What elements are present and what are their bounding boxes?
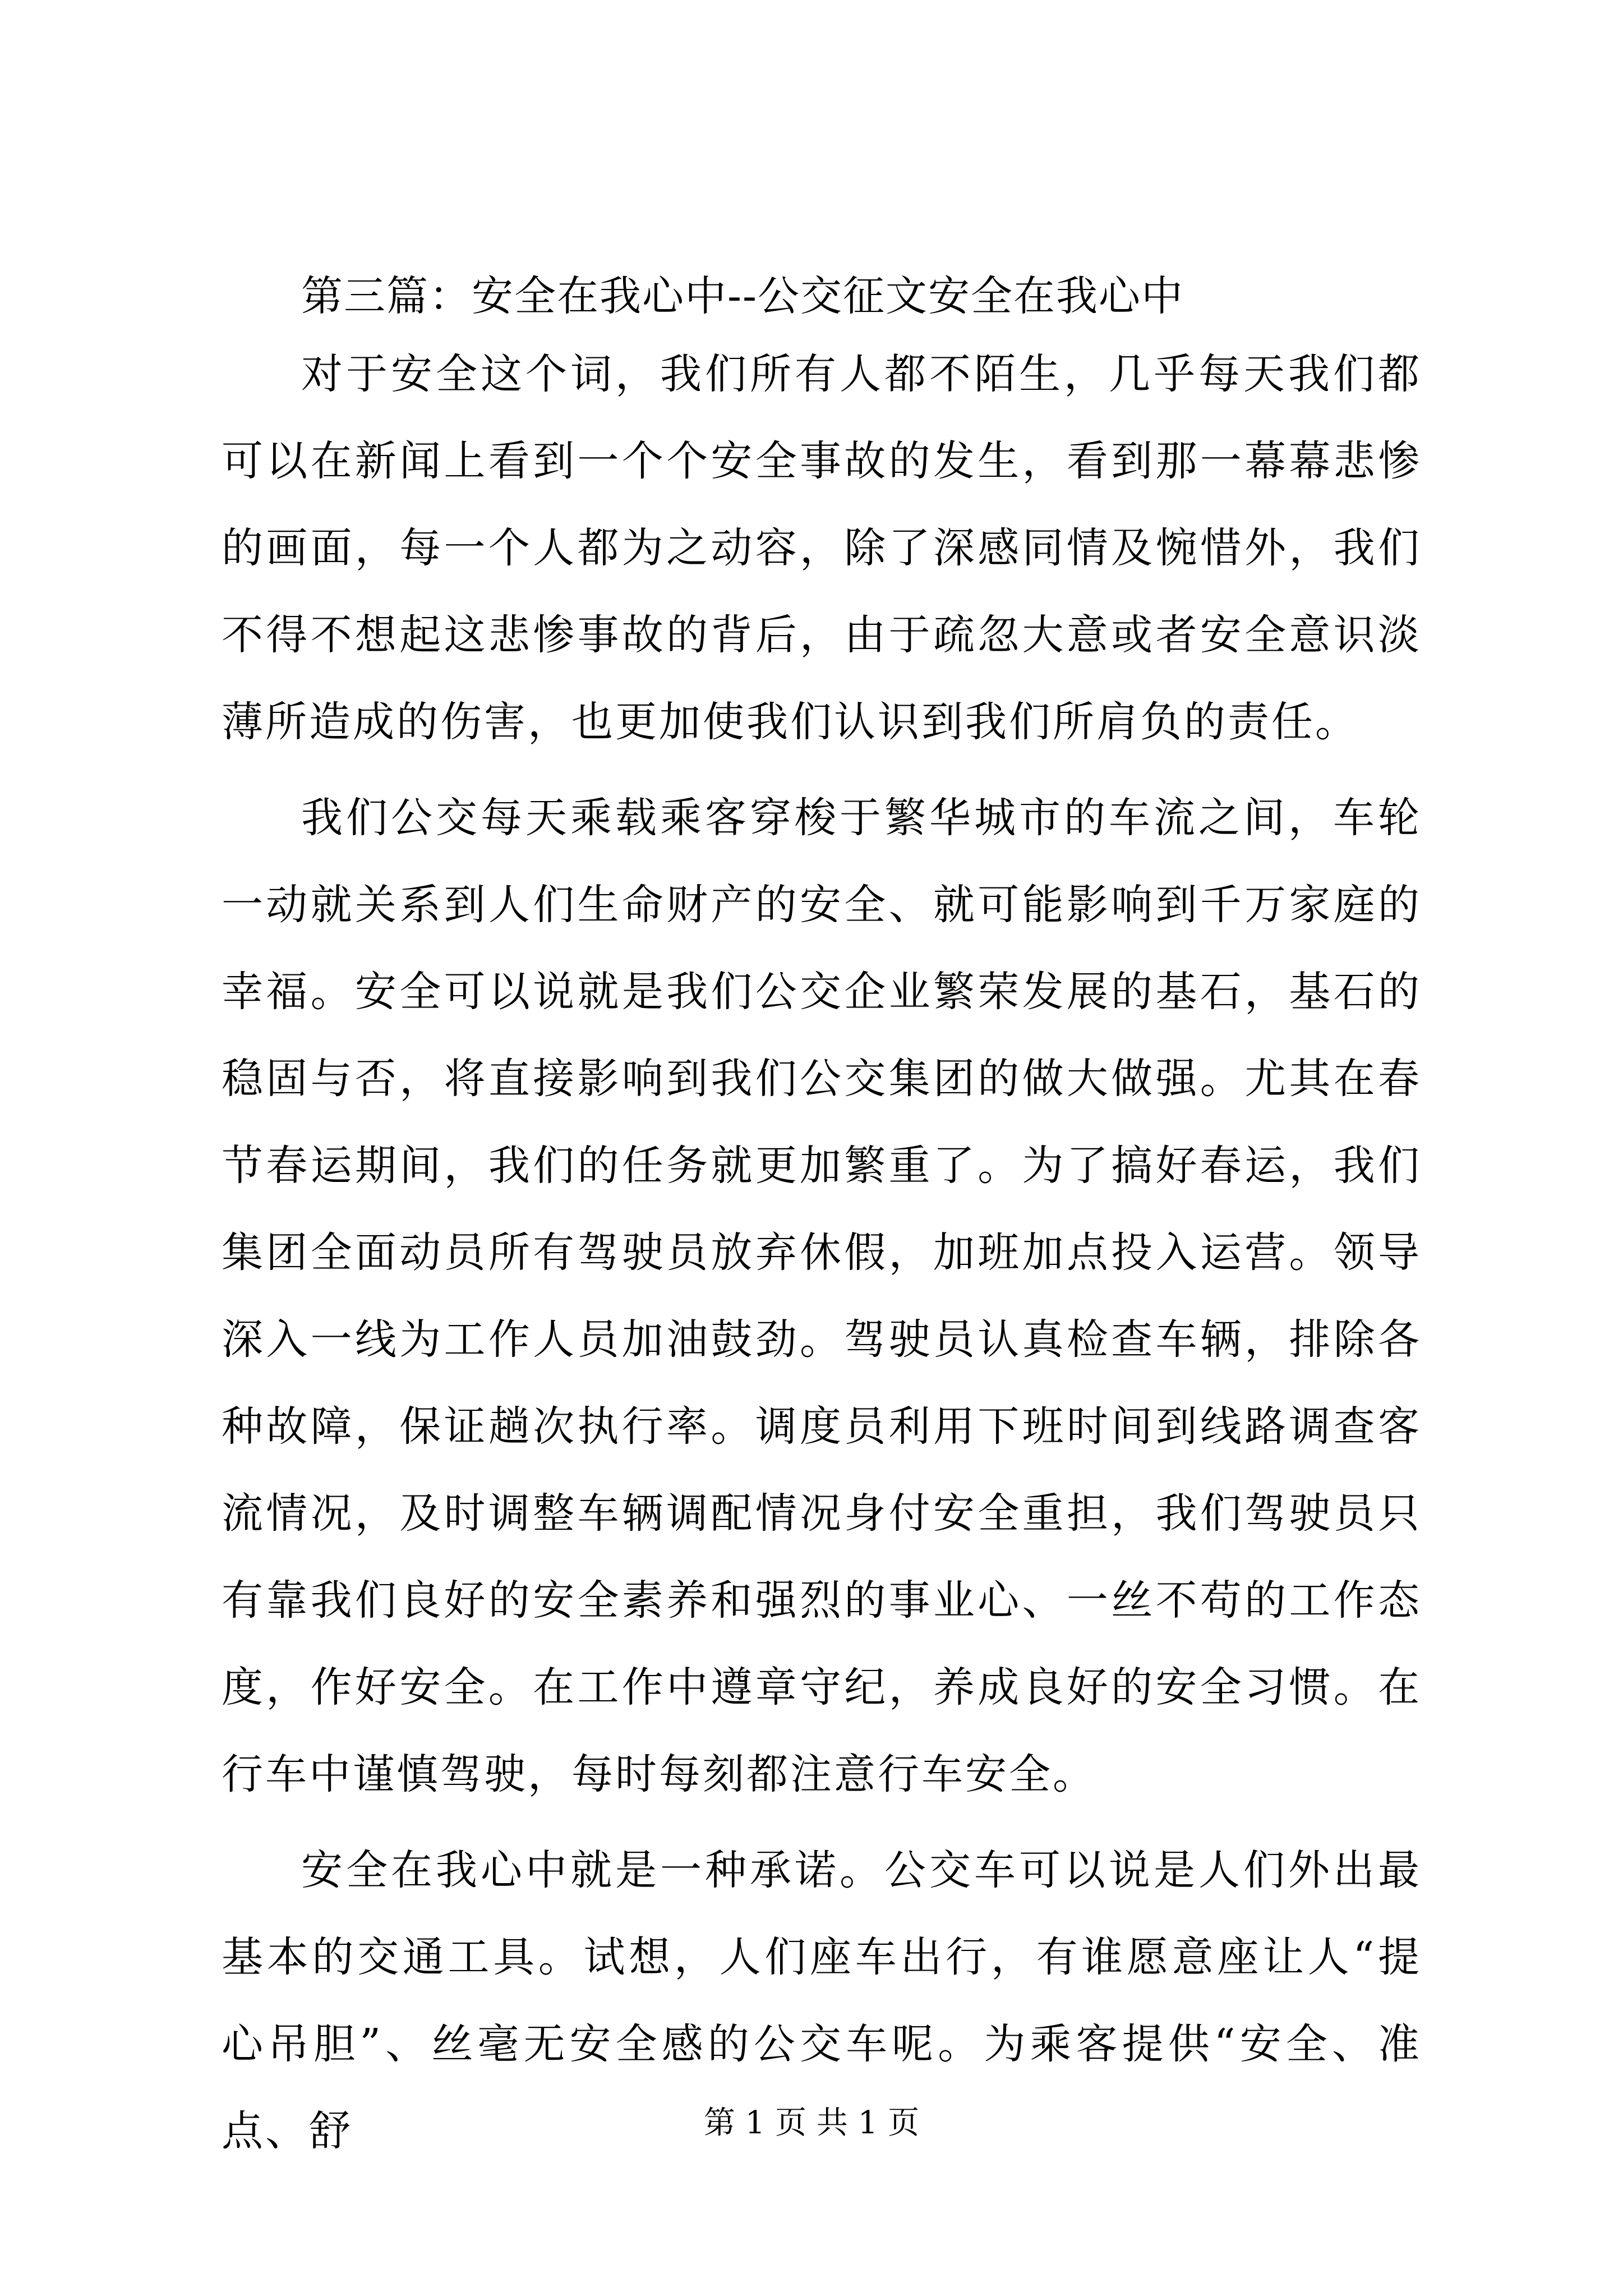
document-body xyxy=(222,264,1422,2175)
page-footer: 第 1 页 共 1 页 xyxy=(703,2105,920,2141)
document-title: 第三篇：安全在我心中--公交征文安全在我心中 xyxy=(301,272,1184,320)
paragraph: 安全在我心中就是一种承诺。公交车可以说是人们外出最基本的交通工具。试想，人们座车出行，有谁愿意座让人“提心吊胆”、丝毫无安全感的公交车呢。为乘客提供“安全、准点、舒 xyxy=(222,1846,1422,2155)
paragraph: 对于安全这个词，我们所有人都不陌生，几乎每天我们都可以在新闻上看到一个个安全事故的发生，看到那一幕幕悲惨的画面，每一个人都为之动容，除了深感同情及惋惜外，我们不得不想起这悲惨事故的背后，由于疏忽大意或者安全意识淡薄所造成的伤害，也更加使我们认识到我们所肩负的责任。 xyxy=(222,350,1422,746)
paragraph: 我们公交每天乘载乘客穿梭于繁华城市的车流之间，车轮一动就关系到人们生命财产的安全、就可能影响到千万家庭的幸福。安全可以说就是我们公交企业繁荣发展的基石，基石的稳固与否，将直接影响到我们公交集团的做大做强。尤其在春节春运期间，我们的任务就更加繁重了。为了搞好春运，我们集团全面动员所有驾驶员放弃休假，加班加点投入运营。领导深入一线为工作人员加油鼓劲。驾驶员认真检查车辆，排除各种故障，保证趟次执行率。调度员利用下班时间到线路调查客流情况，及时调整车辆调配情况身付安全重担，我们驾驶员只有靠我们良好的安全素养和强烈的事业心、一丝不苟的工作态度，作好安全。在工作中遵章守纪，养成良好的安全习惯。在行车中谨慎驾驶，每时每刻都注意行车安全。 xyxy=(222,794,1422,1798)
